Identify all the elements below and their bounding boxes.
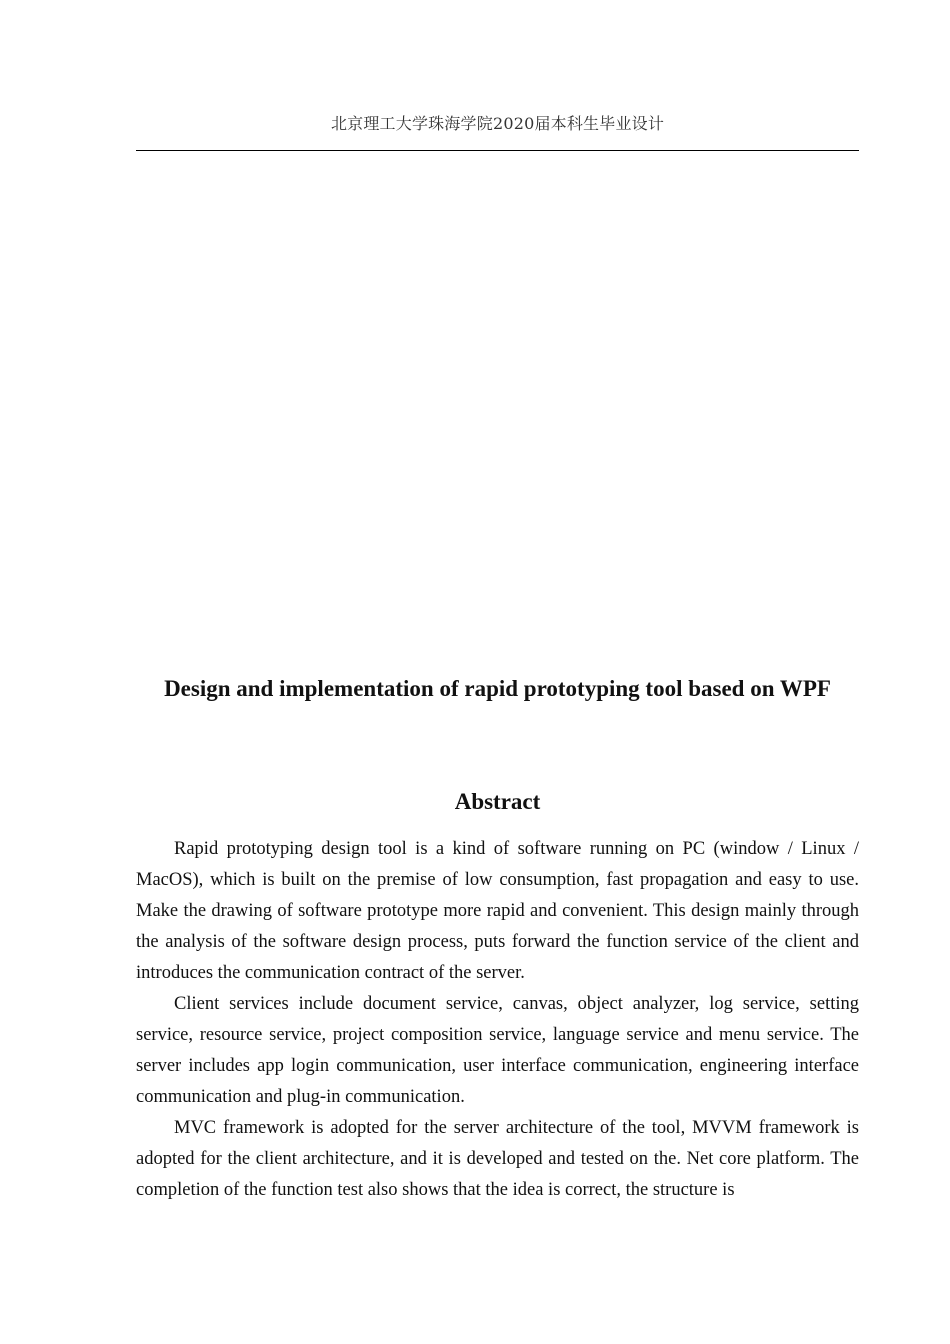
abstract-paragraph: Rapid prototyping design tool is a kind of software running on PC (window / Linux / MacOS), which is built on the premise of low consumption, fast propagation and easy to use. Make the drawing of software prototype more rapid and convenient. This design mainly through the analysis of the software design process, puts forward the function service of the client and introduces the communication contract of the server. [136, 839, 859, 983]
abstract-paragraph: MVC framework is adopted for the server architecture of the tool, MVVM framework is adopted for the client architecture, and it is developed and tested on the. Net core platform. The completion of the function test also shows that the idea is correct, the structure is [136, 1118, 859, 1200]
abstract-body [136, 834, 859, 1206]
page-header: 北京理工大学珠海学院2020届本科生毕业设计 [330, 114, 665, 133]
header-divider [136, 150, 859, 151]
abstract-paragraph: Client services include document service, canvas, object analyzer, log service, setting service, resource service, project composition service, language service and menu service. The server includes app login communication, user interface communication, engineering interface communication and plug-in communication. [136, 994, 859, 1107]
abstract-heading: Abstract [454, 789, 541, 814]
thesis-title: Design and implementation of rapid prototyping tool based on WPF [164, 676, 831, 701]
